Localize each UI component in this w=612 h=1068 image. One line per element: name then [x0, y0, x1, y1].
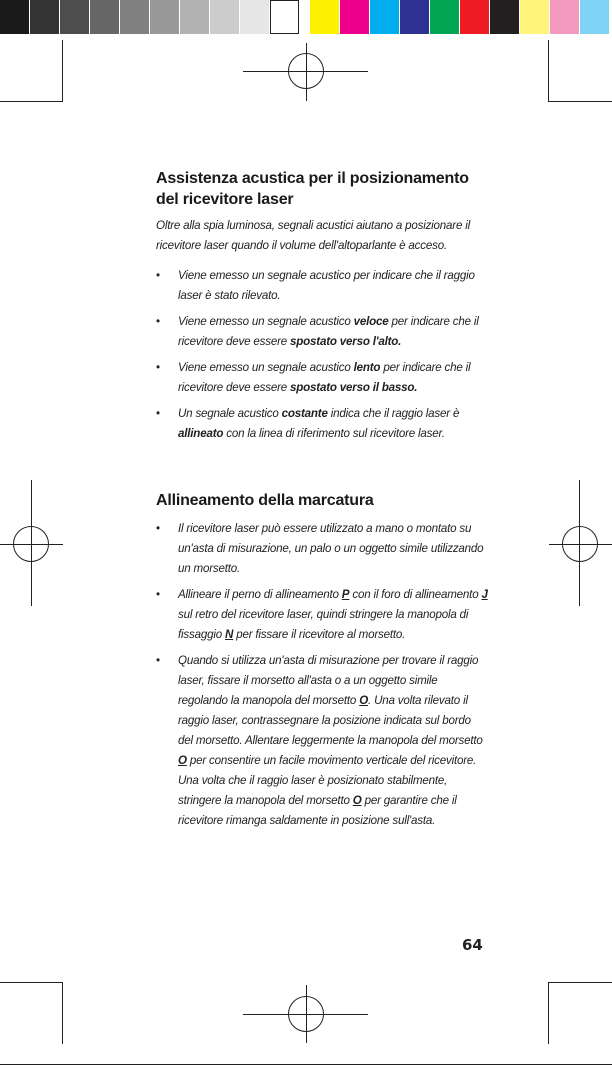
- page-number: 64: [462, 936, 483, 954]
- crop-mark: [549, 982, 612, 983]
- color-swatch: [580, 0, 609, 34]
- page-content: [156, 168, 488, 837]
- color-swatch: [180, 0, 209, 34]
- crop-mark: [62, 982, 63, 1044]
- color-swatch: [490, 0, 519, 34]
- color-swatch: [400, 0, 429, 34]
- color-swatch: [370, 0, 399, 34]
- color-swatch: [460, 0, 489, 34]
- color-swatch: [340, 0, 369, 34]
- color-swatch: [430, 0, 459, 34]
- crop-mark: [0, 101, 62, 102]
- list-item: • Un segnale acustico costante indica che il raggio laser è allineato con la linea di riferimento sul ricevitore laser.: [156, 404, 488, 444]
- section-marking-alignment: [156, 490, 488, 831]
- color-swatch: [240, 0, 269, 34]
- color-swatch: [0, 0, 29, 34]
- list-item: • Viene emesso un segnale acustico per indicare che il raggio laser è stato rilevato.: [156, 266, 488, 306]
- color-swatch: [60, 0, 89, 34]
- section-title: Assistenza acustica per il posizionamento del ricevitore laser: [156, 170, 469, 208]
- color-swatch: [310, 0, 339, 34]
- crop-mark: [0, 982, 62, 983]
- list-item: • Il ricevitore laser può essere utilizzato a mano o montato su un'asta di misurazione, un palo o un oggetto simile utilizzando un morsetto.: [156, 519, 488, 579]
- bullet-list: [156, 519, 488, 831]
- crop-mark: [548, 40, 549, 102]
- color-swatch: [90, 0, 119, 34]
- section-acoustic-assistance: [156, 168, 488, 444]
- list-item: • Viene emesso un segnale acustico veloce per indicare che il ricevitore deve essere spostato verso l'alto.: [156, 312, 488, 352]
- color-swatch: [120, 0, 149, 34]
- intro-paragraph: Oltre alla spia luminosa, segnali acustici aiutano a posizionare il ricevitore laser quando il volume dell'altoparlante è acceso.: [156, 219, 470, 252]
- color-swatch: [520, 0, 549, 34]
- color-swatch: [150, 0, 179, 34]
- list-item: • Quando si utilizza un'asta di misurazione per trovare il raggio laser, fissare il morsetto all'asta o a un oggetto simile regolando la manopola del morsetto O. Una volta rilevato il raggio laser, contrassegnare la posizione indicata sul bordo del morsetto. Allentare leggermente la manopola del morsetto O per consentire un facile movimento verticale del ricevitore. Una volta che il raggio laser è posizionato stabilmente, stringere la manopola del morsetto O per garantire che il ricevitore rimanga saldamente in posizione sull'asta.: [156, 651, 488, 831]
- page-bottom-line: [0, 1064, 612, 1065]
- color-swatch: [270, 0, 299, 34]
- crop-mark: [549, 101, 612, 102]
- list-item: • Viene emesso un segnale acustico lento per indicare che il ricevitore deve essere spostato verso il basso.: [156, 358, 488, 398]
- crop-mark: [62, 40, 63, 102]
- color-swatch: [30, 0, 59, 34]
- section-title: Allineamento della marcatura: [156, 492, 374, 509]
- bullet-list: [156, 266, 488, 444]
- list-item: • Allineare il perno di allineamento P con il foro di allineamento J sul retro del ricevitore laser, quindi stringere la manopola di fissaggio N per fissare il ricevitore al morsetto.: [156, 585, 488, 645]
- color-swatch: [550, 0, 579, 34]
- crop-mark: [548, 982, 549, 1044]
- print-color-bar: [0, 0, 612, 34]
- color-swatch: [210, 0, 239, 34]
